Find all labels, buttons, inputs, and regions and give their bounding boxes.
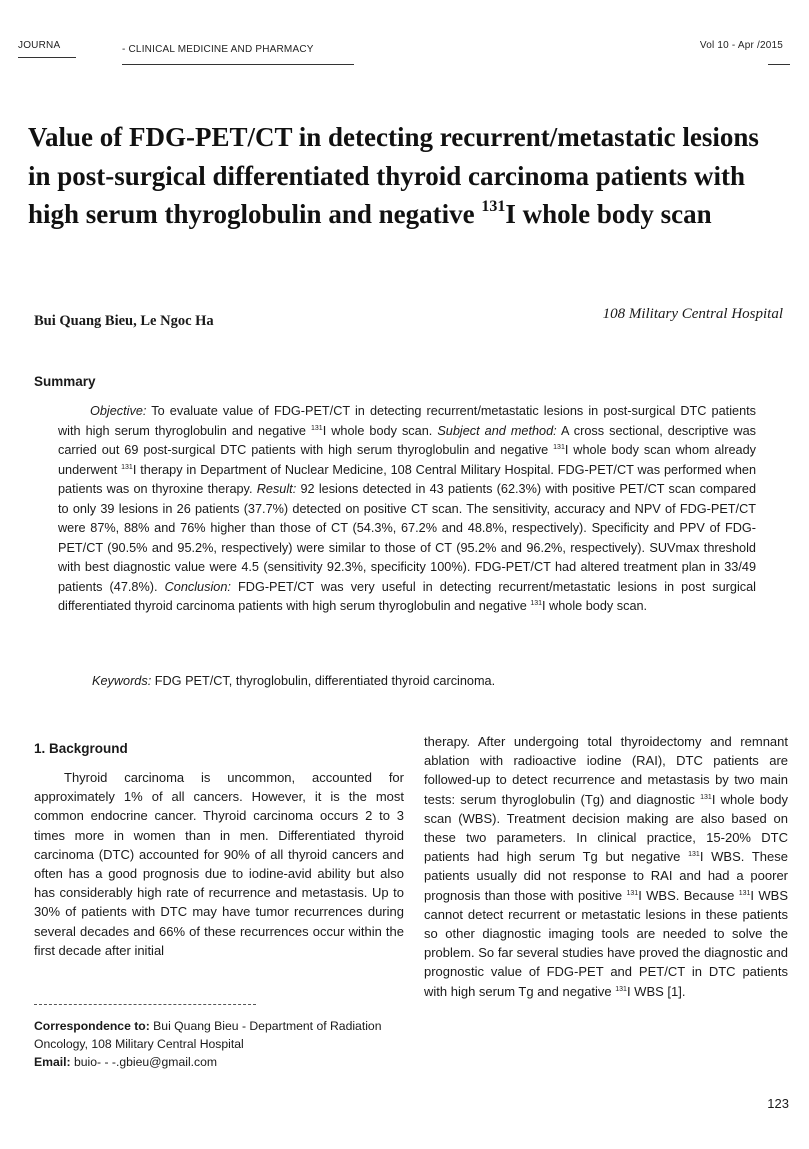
journal-name-left: JOURNA	[18, 40, 61, 51]
correspondence-footnote	[34, 1017, 404, 1071]
correspondence-line: Correspondence to: Bui Quang Bieu - Department of Radiation Oncology, 108 Military Central Hospital	[34, 1019, 382, 1051]
page-number: 123	[767, 1096, 789, 1111]
abstract-text: Objective: To evaluate value of FDG-PET/CT in detecting recurrent/metastatic lesions in post-surgical DTC patients with high serum thyroglobulin and negative $^{131}$I whole body scan. Subject and method: A cross sectional, descriptive was carried out 69 post-surgical DTC patients with high serum thyroglobulin and negative $^{131}$I whole body scan whom already underwent $^{131}$I therapy in Department of Nuclear Medicine, 108 Central Military Hospital. FDG-PET/CT was performed when patients was on thyroxine therapy. Result: 92 lesions detected in 43 patients (62.3%) with positive PET/CT scan compared to only 39 lesions in 26 patients (37.7%) detected on positive CT scan. The sensitivity, accuracy and NPV of FDG-PET/CT were 87%, 88% and 76% higher than those of CT (54.3%, 67.2% and 48.8%, respectively). Specificity and PPV of FDG-PET/CT (90.5% and 95.2%, respectively) were similar to those of CT (95.2% and 96.2%, respectively). SUVmax threshold with best diagnostic value were 4.5 (sensitivity 92.3%, specificity 100%). FDG-PET/CT had altered treatment plan in 33/49 patients (47.8%). Conclusion: FDG-PET/CT was very useful in detecting recurrent/metastatic lesions in post surgical differentiated thyroid carcinoma patients with high serum thyroglobulin and negative $^{131}$I whole body scan.	[58, 404, 757, 613]
background-paragraph-2: therapy. After undergoing total thyroidectomy and remnant ablation with radioactive iodine (RAI), DTC patients are followed-up to detect recurrence and metastasis by two main tests: serum thyroglobulin (Tg) and diagnostic $^{131}$I whole body scan (WBS). Treatment decision making are also based on these two parameters. In clinical practice, 15-20% DTC patients had high serum Tg but negative $^{131}$I WBS. These patients usually did not response to RAI and had a poorer prognosis than those with positive $^{131}$I WBS. Because $^{131}$I WBS cannot detect recurrent or metastatic lesions in these patients so other diagnostic imaging tools are needed to solve the problem. So far several studies have proved the diagnostic and prognostic value of FDG-PET and PET/CT in DTC patients with high serum Tg and negative $^{131}$I WBS [1].	[424, 734, 788, 999]
email-line: Email: buio- - -.gbieu@gmail.com	[34, 1055, 218, 1069]
footnote-separator	[34, 1004, 256, 1005]
article-title: Value of FDG-PET/CT in detecting recurrent/metastatic lesions in post-surgical differentiated thyroid carcinoma patients with high serum thyroglobulin and negative $^{131}$I whole body scan	[28, 122, 759, 229]
background-left-column	[34, 768, 404, 960]
header-rule-right	[768, 64, 790, 65]
background-paragraph-1: Thyroid carcinoma is uncommon, accounted for approximately 1% of all cancers. However, it is the most common endocrine cancer. Thyroid carcinoma occurs 2 to 3 times more in women than in men. Differentiated thyroid carcinoma (DTC) accounted for 90% of all thyroid cancers and often has a good prognosis due to iodine-avid ability but also has considerably high rate of recurrence and metastasis. Up to 30% of patients with DTC may have tumor recurrences during several decades and 66% of these recurrences occur within the first decade after initial	[34, 770, 404, 958]
affiliation: 108 Military Central Hospital	[602, 306, 783, 322]
author-list: Bui Quang Bieu, Le Ngoc Ha	[34, 313, 214, 329]
header-rule-mid	[122, 64, 354, 65]
background-right-column	[424, 732, 788, 1001]
summary-heading: Summary	[34, 374, 96, 389]
header-rule-left	[18, 57, 76, 58]
issue-info: Vol 10 - Apr /2015	[699, 40, 783, 51]
journal-name-right: - CLINICAL MEDICINE AND PHARMACY	[122, 44, 314, 55]
keywords: Keywords: FDG PET/CT, thyroglobulin, differentiated thyroid carcinoma.	[92, 674, 496, 688]
background-heading: 1. Background	[34, 741, 128, 756]
